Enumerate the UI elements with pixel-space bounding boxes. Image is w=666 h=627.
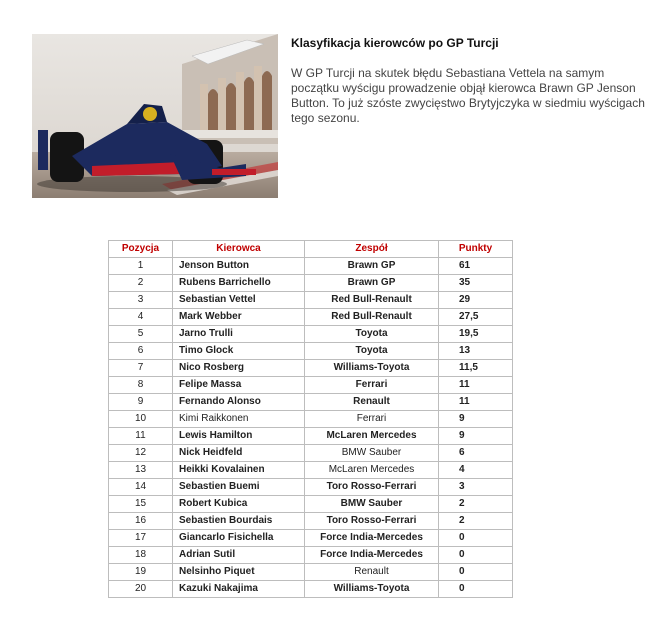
header-points: Punkty: [439, 241, 513, 258]
cell-team: Brawn GP: [305, 275, 439, 292]
table-row: [109, 530, 513, 547]
table-row: [109, 377, 513, 394]
cell-position: 3: [109, 292, 173, 309]
cell-team: Force India-Mercedes: [305, 530, 439, 547]
article: [291, 36, 651, 126]
table-row: [109, 258, 513, 275]
table-row: [109, 411, 513, 428]
cell-driver: Jenson Button: [173, 258, 305, 275]
cell-points: 6: [439, 445, 513, 462]
cell-driver: Nelsinho Piquet: [173, 564, 305, 581]
cell-position: 6: [109, 343, 173, 360]
table-row: [109, 428, 513, 445]
cell-position: 11: [109, 428, 173, 445]
cell-points: 35: [439, 275, 513, 292]
cell-team: BMW Sauber: [305, 445, 439, 462]
table-header-row: [109, 241, 513, 258]
header-position: Pozycja: [109, 241, 173, 258]
table-row: [109, 326, 513, 343]
cell-points: 0: [439, 547, 513, 564]
table-row: [109, 394, 513, 411]
cell-team: McLaren Mercedes: [305, 428, 439, 445]
table-row: [109, 564, 513, 581]
cell-driver: Nick Heidfeld: [173, 445, 305, 462]
header-driver: Kierowca: [173, 241, 305, 258]
standings-table: [108, 240, 513, 598]
table-row: [109, 479, 513, 496]
cell-driver: Felipe Massa: [173, 377, 305, 394]
cell-position: 2: [109, 275, 173, 292]
cell-driver: Sebastien Buemi: [173, 479, 305, 496]
cell-team: Toro Rosso-Ferrari: [305, 513, 439, 530]
cell-position: 17: [109, 530, 173, 547]
cell-driver: Mark Webber: [173, 309, 305, 326]
cell-position: 8: [109, 377, 173, 394]
f1-car-photo-icon: [32, 34, 278, 198]
cell-driver: Fernando Alonso: [173, 394, 305, 411]
table-row: [109, 496, 513, 513]
header-team: Zespół: [305, 241, 439, 258]
cell-position: 14: [109, 479, 173, 496]
cell-position: 1: [109, 258, 173, 275]
table-row: [109, 343, 513, 360]
cell-driver: Jarno Trulli: [173, 326, 305, 343]
table-row: [109, 292, 513, 309]
table-row: [109, 462, 513, 479]
table-row: [109, 581, 513, 598]
cell-team: Ferrari: [305, 411, 439, 428]
cell-position: 13: [109, 462, 173, 479]
cell-points: 27,5: [439, 309, 513, 326]
table-row: [109, 360, 513, 377]
table-row: [109, 275, 513, 292]
cell-position: 10: [109, 411, 173, 428]
cell-driver: Lewis Hamilton: [173, 428, 305, 445]
cell-team: Ferrari: [305, 377, 439, 394]
cell-points: 11: [439, 377, 513, 394]
cell-team: Renault: [305, 564, 439, 581]
cell-team: Toro Rosso-Ferrari: [305, 479, 439, 496]
f1-car-photo: [32, 34, 278, 198]
cell-team: Toyota: [305, 326, 439, 343]
cell-position: 5: [109, 326, 173, 343]
article-body: W GP Turcji na skutek błędu Sebastiana Vettela na samym początku wyścigu prowadzenie objął kierowca Brawn GP Jenson Button. To już szóste zwycięstwo Brytyjczyka w siedmiu wyścigach tego sezonu.: [291, 66, 645, 125]
cell-team: Williams-Toyota: [305, 360, 439, 377]
cell-driver: Nico Rosberg: [173, 360, 305, 377]
cell-driver: Robert Kubica: [173, 496, 305, 513]
cell-driver: Sebastian Vettel: [173, 292, 305, 309]
cell-team: Red Bull-Renault: [305, 292, 439, 309]
cell-points: 29: [439, 292, 513, 309]
table-row: [109, 513, 513, 530]
cell-team: BMW Sauber: [305, 496, 439, 513]
cell-points: 9: [439, 411, 513, 428]
cell-team: Williams-Toyota: [305, 581, 439, 598]
cell-position: 9: [109, 394, 173, 411]
cell-driver: Giancarlo Fisichella: [173, 530, 305, 547]
cell-team: Red Bull-Renault: [305, 309, 439, 326]
cell-position: 19: [109, 564, 173, 581]
cell-points: 2: [439, 496, 513, 513]
cell-position: 15: [109, 496, 173, 513]
cell-points: 13: [439, 343, 513, 360]
cell-driver: Sebastien Bourdais: [173, 513, 305, 530]
cell-team: Force India-Mercedes: [305, 547, 439, 564]
table-row: [109, 309, 513, 326]
cell-points: 0: [439, 564, 513, 581]
cell-points: 11: [439, 394, 513, 411]
cell-position: 16: [109, 513, 173, 530]
cell-driver: Kimi Raikkonen: [173, 411, 305, 428]
cell-points: 11,5: [439, 360, 513, 377]
cell-points: 9: [439, 428, 513, 445]
cell-driver: Timo Glock: [173, 343, 305, 360]
cell-points: 3: [439, 479, 513, 496]
cell-driver: Kazuki Nakajima: [173, 581, 305, 598]
cell-team: Toyota: [305, 343, 439, 360]
cell-team: Renault: [305, 394, 439, 411]
cell-position: 7: [109, 360, 173, 377]
cell-driver: Adrian Sutil: [173, 547, 305, 564]
cell-points: 61: [439, 258, 513, 275]
cell-driver: Heikki Kovalainen: [173, 462, 305, 479]
table-row: [109, 445, 513, 462]
cell-points: 0: [439, 530, 513, 547]
article-title: Klasyfikacja kierowców po GP Turcji: [291, 36, 499, 50]
cell-points: 4: [439, 462, 513, 479]
cell-points: 2: [439, 513, 513, 530]
cell-team: McLaren Mercedes: [305, 462, 439, 479]
cell-position: 12: [109, 445, 173, 462]
cell-position: 18: [109, 547, 173, 564]
cell-position: 4: [109, 309, 173, 326]
table-row: [109, 547, 513, 564]
cell-points: 0: [439, 581, 513, 598]
cell-points: 19,5: [439, 326, 513, 343]
cell-position: 20: [109, 581, 173, 598]
cell-driver: Rubens Barrichello: [173, 275, 305, 292]
cell-team: Brawn GP: [305, 258, 439, 275]
